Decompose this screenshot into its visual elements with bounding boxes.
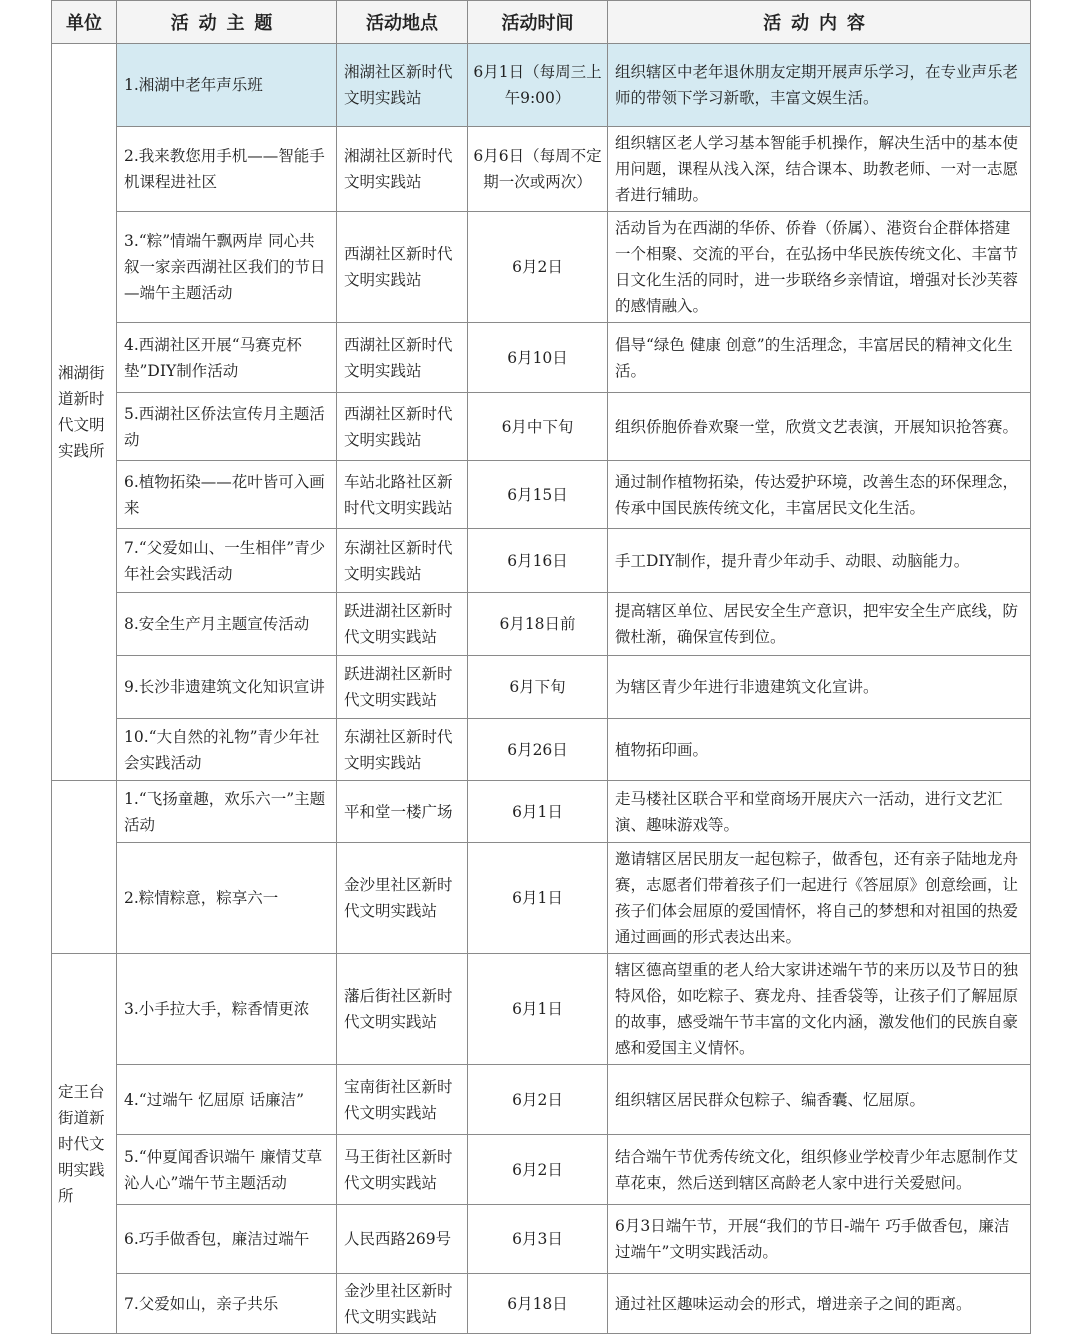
cell-content: 组织侨胞侨眷欢聚一堂，欣赏文艺表演，开展知识抢答赛。 <box>608 393 1031 461</box>
cell-content: 组织辖区居民群众包粽子、编香囊、忆屈原。 <box>608 1065 1031 1135</box>
cell-location: 金沙里社区新时代文明实践站 <box>337 1274 468 1334</box>
cell-time: 6月3日 <box>468 1205 608 1274</box>
cell-theme: 5.西湖社区侨法宣传月主题活动 <box>117 393 337 461</box>
cell-content: 为辖区青少年进行非遗建筑文化宣讲。 <box>608 656 1031 719</box>
header-unit: 单位 <box>52 1 117 44</box>
cell-theme: 3.“粽”情端午飘两岸 同心共叙一家亲西湖社区我们的节日—端午主题活动 <box>117 212 337 323</box>
cell-theme: 2.我来教您用手机——智能手机课程进社区 <box>117 127 337 212</box>
cell-location: 西湖社区新时代文明实践站 <box>337 393 468 461</box>
cell-time: 6月1日 <box>468 843 608 954</box>
cell-content: 组织辖区老人学习基本智能手机操作，解决生活中的基本使用问题，课程从浅入深，结合课本、助教老师、一对一志愿者进行辅助。 <box>608 127 1031 212</box>
cell-time: 6月2日 <box>468 1065 608 1135</box>
cell-time: 6月1日（每周三上午9:00） <box>468 44 608 127</box>
unit-xianghu: 湘湖街道新时代文明实践所 <box>52 44 117 781</box>
table-header-row <box>52 1 1031 44</box>
cell-content: 走马楼社区联合平和堂商场开展庆六一活动，进行文艺汇演、趣味游戏等。 <box>608 781 1031 843</box>
cell-content: 邀请辖区居民朋友一起包粽子，做香包，还有亲子陆地龙舟赛，志愿者们带着孩子们一起进行《答屈原》创意绘画，让孩子们体会屈原的爱国情怀，将自己的梦想和对祖国的热爱通过画画的形式表达出来。 <box>608 843 1031 954</box>
cell-content: 辖区德高望重的老人给大家讲述端午节的来历以及节日的独特风俗，如吃粽子、赛龙舟、挂香袋等，让孩子们了解屈原的故事，感受端午节丰富的文化内涵，激发他们的民族自豪感和爱国主义情怀。 <box>608 954 1031 1065</box>
header-content: 活动内容 <box>608 1 1031 44</box>
cell-time: 6月1日 <box>468 954 608 1065</box>
cell-theme: 4.“过端午 忆屈原 话廉洁” <box>117 1065 337 1135</box>
activity-schedule-table <box>51 0 1031 1334</box>
cell-location: 湘湖社区新时代文明实践站 <box>337 127 468 212</box>
table-row <box>52 843 1031 954</box>
cell-location: 西湖社区新时代文明实践站 <box>337 212 468 323</box>
cell-theme: 8.安全生产月主题宣传活动 <box>117 593 337 656</box>
table-row <box>52 1274 1031 1334</box>
table-row <box>52 1135 1031 1205</box>
cell-content: 倡导“绿色 健康 创意”的生活理念，丰富居民的精神文化生活。 <box>608 323 1031 393</box>
header-location: 活动地点 <box>337 1 468 44</box>
table-row <box>52 1065 1031 1135</box>
cell-theme: 7.父爱如山，亲子共乐 <box>117 1274 337 1334</box>
cell-content: 提高辖区单位、居民安全生产意识，把牢安全生产底线，防微杜渐，确保宣传到位。 <box>608 593 1031 656</box>
table-row <box>52 461 1031 529</box>
cell-theme: 9.长沙非遗建筑文化知识宣讲 <box>117 656 337 719</box>
cell-content: 结合端午节优秀传统文化，组织修业学校青少年志愿制作艾草花束，然后送到辖区高龄老人家中进行关爱慰问。 <box>608 1135 1031 1205</box>
cell-location: 西湖社区新时代文明实践站 <box>337 323 468 393</box>
cell-theme: 6.植物拓染——花叶皆可入画来 <box>117 461 337 529</box>
table-row <box>52 323 1031 393</box>
cell-theme: 2.粽情粽意，粽享六一 <box>117 843 337 954</box>
cell-theme: 4.西湖社区开展“马赛克杯垫”DIY制作活动 <box>117 323 337 393</box>
cell-location: 金沙里社区新时代文明实践站 <box>337 843 468 954</box>
cell-time: 6月中下旬 <box>468 393 608 461</box>
cell-theme: 7.“父爱如山、一生相伴”青少年社会实践活动 <box>117 529 337 593</box>
cell-location: 东湖社区新时代文明实践站 <box>337 529 468 593</box>
cell-location: 车站北路社区新时代文明实践站 <box>337 461 468 529</box>
unit-spacer <box>52 781 117 954</box>
cell-theme: 10.“大自然的礼物”青少年社会实践活动 <box>117 719 337 781</box>
cell-location: 跃进湖社区新时代文明实践站 <box>337 656 468 719</box>
cell-location: 湘湖社区新时代文明实践站 <box>337 44 468 127</box>
cell-theme: 5.“仲夏闻香识端午 廉情艾草沁人心”端午节主题活动 <box>117 1135 337 1205</box>
cell-time: 6月1日 <box>468 781 608 843</box>
cell-theme: 6.巧手做香包，廉洁过端午 <box>117 1205 337 1274</box>
cell-content: 活动旨为在西湖的华侨、侨眷（侨属）、港资台企群体搭建一个相聚、交流的平台，在弘扬中华民族传统文化、丰富节日文化生活的同时，进一步联络乡亲情谊，增强对长沙芙蓉的感情融入。 <box>608 212 1031 323</box>
cell-location: 人民西路269号 <box>337 1205 468 1274</box>
table-row <box>52 656 1031 719</box>
cell-time: 6月下旬 <box>468 656 608 719</box>
cell-location: 东湖社区新时代文明实践站 <box>337 719 468 781</box>
cell-theme: 3.小手拉大手，粽香情更浓 <box>117 954 337 1065</box>
table-row <box>52 212 1031 323</box>
cell-time: 6月2日 <box>468 1135 608 1205</box>
table-row <box>52 719 1031 781</box>
header-time: 活动时间 <box>468 1 608 44</box>
cell-theme: 1.“飞扬童趣，欢乐六一”主题活动 <box>117 781 337 843</box>
cell-content: 植物拓印画。 <box>608 719 1031 781</box>
cell-content: 6月3日端午节，开展“我们的节日-端午 巧手做香包，廉洁过端午”文明实践活动。 <box>608 1205 1031 1274</box>
header-theme: 活动主题 <box>117 1 337 44</box>
cell-location: 平和堂一楼广场 <box>337 781 468 843</box>
cell-time: 6月10日 <box>468 323 608 393</box>
table-row <box>52 44 1031 127</box>
cell-time: 6月26日 <box>468 719 608 781</box>
cell-time: 6月18日前 <box>468 593 608 656</box>
cell-location: 马王街社区新时代文明实践站 <box>337 1135 468 1205</box>
table-row <box>52 393 1031 461</box>
unit-dingwangtai: 定王台街道新时代文明实践所 <box>52 954 117 1334</box>
cell-time: 6月6日（每周不定期一次或两次） <box>468 127 608 212</box>
cell-location: 宝南街社区新时代文明实践站 <box>337 1065 468 1135</box>
cell-content: 通过制作植物拓染，传达爱护环境，改善生态的环保理念，传承中国民族传统文化，丰富居民文化生活。 <box>608 461 1031 529</box>
table-row <box>52 127 1031 212</box>
table-row <box>52 529 1031 593</box>
cell-content: 通过社区趣味运动会的形式，增进亲子之间的距离。 <box>608 1274 1031 1334</box>
table-row <box>52 781 1031 843</box>
cell-time: 6月16日 <box>468 529 608 593</box>
table-row <box>52 593 1031 656</box>
cell-time: 6月15日 <box>468 461 608 529</box>
table-row <box>52 954 1031 1065</box>
cell-content: 组织辖区中老年退休朋友定期开展声乐学习，在专业声乐老师的带领下学习新歌，丰富文娱生活。 <box>608 44 1031 127</box>
cell-theme: 1.湘湖中老年声乐班 <box>117 44 337 127</box>
cell-location: 跃进湖社区新时代文明实践站 <box>337 593 468 656</box>
cell-content: 手工DIY制作，提升青少年动手、动眼、动脑能力。 <box>608 529 1031 593</box>
table-row <box>52 1205 1031 1274</box>
cell-time: 6月18日 <box>468 1274 608 1334</box>
cell-location: 藩后街社区新时代文明实践站 <box>337 954 468 1065</box>
cell-time: 6月2日 <box>468 212 608 323</box>
